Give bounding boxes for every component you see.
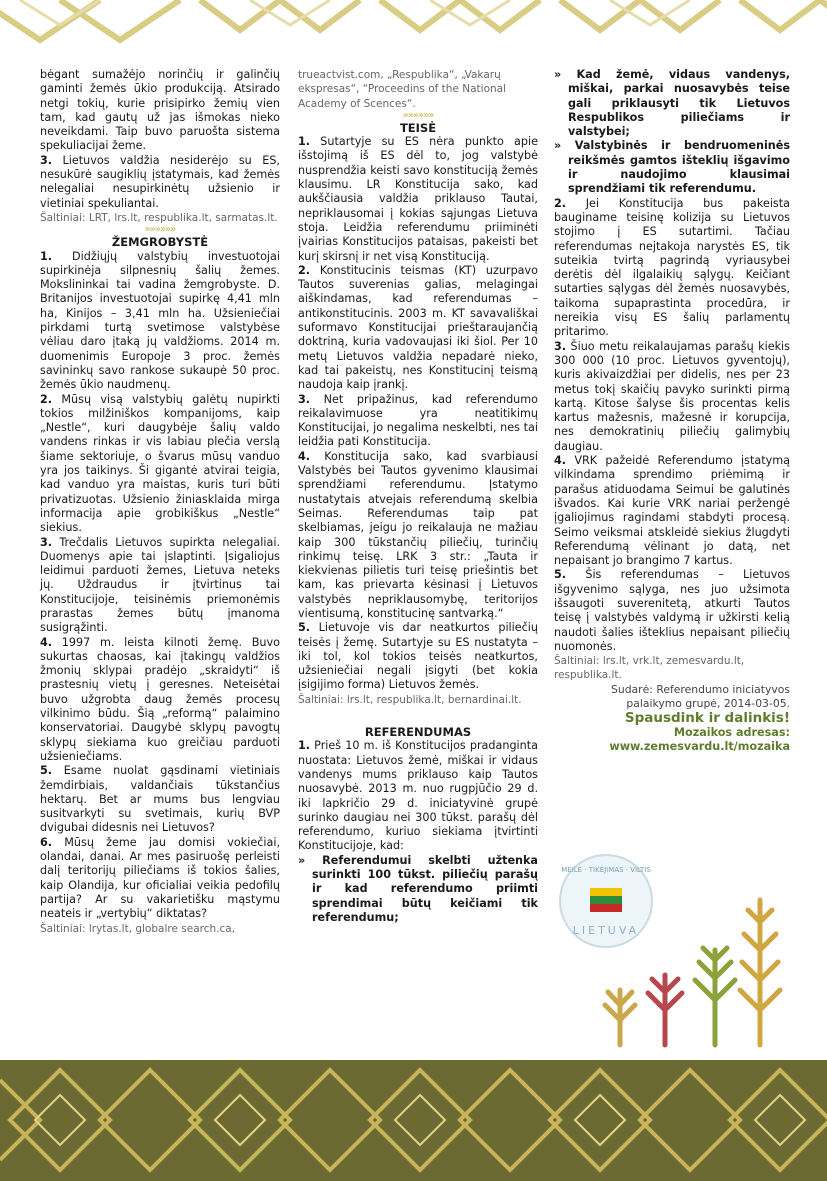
list-item bbox=[40, 250, 280, 393]
list-item bbox=[40, 764, 280, 835]
paragraph bbox=[40, 154, 280, 211]
item-number: 4. bbox=[298, 449, 311, 463]
item-text: Net pripažinus, kad referendumo reikalavimuose yra neatitikimų Konstitucijai, jo negalima neskelbti, nes tai leidžia pati Konstitucija. bbox=[298, 392, 538, 449]
item-text: Lietuvos valdžia nesiderėjo su ES, nesukūrė saugiklių įstatymais, kad žemės nelegaliai nesupirkinėtų užsienio ir vietiniai spekuliantai. bbox=[40, 153, 280, 210]
list-item bbox=[554, 197, 790, 340]
bullet-item: » Referendumui skelbti užtenka surinkti 100 tūkst. piliečių parašų ir kad referendumo priimti sprendimai būtų keičiami tik referendumu; bbox=[298, 853, 538, 924]
section-heading: ŽEMGROBYSTĖ bbox=[111, 235, 209, 250]
item-number: 4. bbox=[554, 454, 567, 468]
sources-line: Šaltiniai: lrytas.lt, globalre search.ca, bbox=[40, 922, 236, 935]
item-number: 2. bbox=[554, 196, 567, 210]
list-item bbox=[40, 636, 280, 765]
item-text: Prieš 10 m. iš Konstitucijos pradanginta nuostata: Lietuvos žemė, miškai ir vidaus vandenys mums priklauso kaip Tautos nuosavybė. 2013 m. nuo rugpjūčio 29 d. iki lapkričio 29 d. iniciatyvinė grupė surinko daugiau nei 300 tūkst. parašų dėl referendumo, kuriuo siekiama įtvirtinti Konstitucijoje, kad: bbox=[298, 739, 538, 853]
item-text: Šis referendumas – Lietuvos išgyvenimo sąlyga, nes juo užsimota išsaugoti suverenitetą, atkurti Tautos teisę į valstybės valdymą ir užkirsti kelią naudoti šalies išteklius nepaisant piliečių nuomonės. bbox=[554, 568, 790, 653]
item-number: 3. bbox=[40, 535, 53, 549]
sources-line: Šaltiniai: lrs.lt, respublika.lt, bernardinai.lt. bbox=[298, 693, 522, 706]
list-item bbox=[298, 450, 538, 622]
top-ornament-border bbox=[0, 0, 827, 50]
item-text: Jei Konstitucija bus pakeista bauginame teisinę kolizija su Lietuvos stojimo į ES sutartimi. Tačiau referendumas nejtakoja narystės ES, tik suteikia tvirtą pagrindą vyriausybei derėtis dėl ilgalaikių sąlygų. Keičiant sutarties sąlygas dėl žemės nuosavybės, taikoma supaprastinta procedūra, ir nereikia visų ES šalių parlamentų pritarimo. bbox=[554, 196, 790, 339]
bullet-item: » Kad žemė, vidaus vandenys, miškai, parkai nuosavybės teise gali priklausyti tik Lietuvos Respublikos piliečiams ir valstybei; bbox=[554, 68, 790, 139]
item-text: Mūsų žeme jau domisi vokiečiai, olandai, danai. Ar mes pasiruošę perleisti dalį teritorijų piliečiams iš tokios šalies, kaip Olandija, kur oficialiai veikia pedofilų partija? Ar su vakarietišku mąstymu neateis ir „vertybių“ diktatas? bbox=[40, 835, 280, 921]
list-item bbox=[554, 454, 790, 568]
item-text: Sutartyje su ES nėra punkto apie išstojimą iš ES dėl to, jog valstybė nusprendžia keisti savo konstituciją žemės klausimu. LR Konstitucija sako, kad aukščiausia valdžia priklauso Tautai, nepriklausomai į kokias sąjungas Lietuva stoja. Leidžia referendumu priiminėti įvairias Konstitucijos pataisas, pakeisti bet kurį skirsnį ir net visą Konstituciją. bbox=[298, 135, 538, 263]
column-3 bbox=[554, 68, 790, 754]
sources-continuation: trueactvist.com, „Respublika“, „Vakarų ekspresas“, “Proceedins of the National Academy of Scences“. bbox=[298, 69, 507, 110]
item-text: Lietuvoje vis dar neatkurtos piliečių teisės į žemę. Sutartyje su ES nustatyta – iki tol, kol tokios teisės neatkurtos, užsieniečiai negali įsigyti (bet kokia įsigijimo forma) Lietuvos žemės. bbox=[298, 621, 538, 692]
item-text: Esame nuolat gąsdinami vietiniais žemdirbiais, valdančiais tūkstančius hektarų. Bet ar mums bus lengviau susitvarkyti su svetimais, kurių BVP dvigubai didesnis nei Lietuvos? bbox=[40, 764, 280, 835]
mosaic-url-link[interactable]: www.zemesvardu.lt/mozaika bbox=[609, 739, 790, 753]
column-1 bbox=[40, 68, 280, 936]
list-item bbox=[298, 135, 538, 264]
ornament-divider: »»»»»» bbox=[402, 109, 434, 121]
item-text: Konstitucija sako, kad svarbiausi Valstybės bei Tautos gyvenimo klausimai sprendžiami referendumu. Įstatymo nustatytais atvejais referendumą skelbia Seimas. Referendumas taip pat skelbiamas, jeigu jo reikalauja ne mažiau kaip 300 tūkstančių piliečių, turinčių rinkimų teisę. LRK 3 str.: „Tauta ir kiekvienas pilietis turi teisę priešintis bet kam, kas prievarta kėsinasi į Lietuvos valstybės nepriklausomybę, teritorijos vientisumą, konstitucinę santvarką.“ bbox=[298, 449, 538, 620]
item-number: 1. bbox=[298, 739, 311, 753]
bottom-ornament-band bbox=[0, 1060, 827, 1181]
item-text: Konstitucinis teismas (KT) uzurpavo Tautos suverenias galias, melagingai aiškindamas, kad referendumas – antikonstitucinis. 2003 m. KT savavališkai suformavo Konstitucijai prieštaraujančią doktriną, kuria vadovaujasi iki šiol. Per 10 metų Lietuvos valdžia nepadarė nieko, kad tai pakeistų, nes Konstitucinį teismą naudoja kaip įrankį. bbox=[298, 263, 538, 392]
item-text: Mūsų visą valstybių galėtų nupirkti tokios milžiniškos kompanijoms, kaip „Nestle“, kuri daugybėje šalių valdo vandens rinkas ir vis labiau plečia verslą šiame sektoriuje, o švarus mūsų vanduo yra jos taikinys. Ši gigantė atvirai teigia, kad vanduo yra maistas, kuris turi būti privatizuotas. Užsienio žiniasklaida mirga informacija apie grobikiškus „Nestle“ siekius. bbox=[40, 392, 280, 535]
item-number: 3. bbox=[40, 153, 53, 167]
section-heading: TEISĖ bbox=[399, 120, 437, 135]
author-line-2: palaikymo grupė, 2014-03-05. bbox=[626, 697, 790, 711]
item-text: 1997 m. leista kilnoti žemę. Buvo sukurtas chaosas, kai įtakingų valdžios žmonių sklypai pradėjo „skraidyti“ iš prastesnių vietų į geresnes. Neteisėtai buvo užgrobta daug žemės procesų vilkinimo būdu. Šią „reformą“ palaimino konservatoriai. Daugybė sklypų pavogtų sklypų siekiama kuo greičiau parduoti užsieniečiams. bbox=[40, 635, 280, 763]
list-item bbox=[298, 264, 538, 393]
item-number: 2. bbox=[40, 392, 53, 406]
sources-line: Šaltiniai: LRT, lrs.lt, respublika.lt, sarmatas.lt. bbox=[40, 211, 278, 224]
decorative-trees-icon bbox=[590, 880, 790, 1050]
list-item bbox=[40, 536, 280, 636]
item-number: 2. bbox=[298, 263, 311, 277]
paragraph-continuation: bėgant sumažėjo norinčių ir galinčių gaminti žemės ūkio produkciją. Atsirado netgi tokių, kurie prisipirko žemių vien tam, kad gautų už jas išmokas nieko neveikdami. Taip buvo paruošta sistema spekuliacijai žeme. bbox=[40, 68, 280, 153]
list-item bbox=[554, 340, 790, 454]
bullet-item: » Valstybinės ir bendruomeninės reikšmės gamtos išteklių išgavimo ir naudojimo klausimai sprendžiami tik referendumu. bbox=[554, 139, 790, 196]
mosaic-address-label: Mozaikos adresas: bbox=[673, 725, 790, 739]
column-2 bbox=[298, 68, 538, 925]
item-text: VRK pažeidė Referendumo įstatymą vilkindama sprendimo priėmimą ir parašus atiduodama Seimui be galutinės išvados. Kai kurie VRK nariai peržengė įgaliojimus ragindami stabdyti procesą. Seimo veiksmai atskleidė siekius žlugdyti Referendumą vėlinant jo datą, net nepaisant jo brangimo 7 kartus. bbox=[554, 454, 790, 568]
item-number: 3. bbox=[298, 392, 311, 406]
ornament-divider: »»»»»» bbox=[144, 224, 176, 236]
list-item bbox=[298, 621, 538, 692]
item-text: Didžiųjų valstybių investuotojai supirkinėja silpnesnių šalių žemes. Mokslininkai tai vadina žemgrobyste. D. Britanijos investuotojai supirkę 4,41 mln ha, Kinijos – 3,41 mln ha. Užsieniečiai pirkdami turtą svetimose valstybėse vėliau daro įtaką jų valdžioms. 2014 m. duomenimis Europoje 3 proc. žemės savininkų savo rankose sukaupė 50 proc. žemės ūkio naudmenų. bbox=[40, 249, 280, 392]
emblem-bottom-text: LIETUVA bbox=[572, 924, 640, 937]
list-item bbox=[40, 836, 280, 922]
item-number: 3. bbox=[554, 339, 567, 353]
item-text: Trečdalis Lietuvos supirkta nelegaliai. Duomenys apie tai įslaptinti. Įsigaliojus leidimui parduoti žemes, Lietuva neteks jų. Uždraudus ir įtvirtinus tai Konstitucijoje, teisinėmis priemonėmis prarastas žemes būtų įmanoma susigrąžinti. bbox=[40, 535, 280, 635]
section-heading: REFERENDUMAS bbox=[364, 725, 472, 740]
item-number: 5. bbox=[554, 568, 567, 582]
item-number: 1. bbox=[40, 249, 53, 263]
item-number: 5. bbox=[40, 764, 53, 778]
item-number: 6. bbox=[40, 835, 53, 849]
list-item bbox=[298, 393, 538, 450]
sources-line: Šaltiniai: lrs.lt, vrk.lt, zemesvardu.lt, respublika.lt. bbox=[554, 655, 745, 682]
author-line-1: Sudarė: Referendumo iniciatyvos bbox=[611, 682, 790, 696]
emblem-top-text: MEILĖ · TIKĖJIMAS · VILTIS bbox=[561, 866, 651, 874]
call-to-action: Spausdink ir dalinkis! bbox=[624, 710, 790, 727]
item-text: Šiuo metu reikalaujamas parašų kiekis 300 000 (10 proc. Lietuvos gyventojų), kuris akivaizdžiai per didelis, nes per 23 metus tokį skaičių pavyko surinkti pirmą kartą. Kitose šalyse šis procentas kelis kartus mažesnis, mažesnė ir korupcija, nes demokratinių piliečių galimybių daugiau. bbox=[554, 339, 790, 453]
item-number: 1. bbox=[298, 135, 311, 149]
list-item bbox=[298, 739, 538, 853]
item-number: 4. bbox=[40, 635, 53, 649]
list-item bbox=[554, 568, 790, 654]
item-number: 5. bbox=[298, 621, 311, 635]
list-item bbox=[40, 393, 280, 536]
